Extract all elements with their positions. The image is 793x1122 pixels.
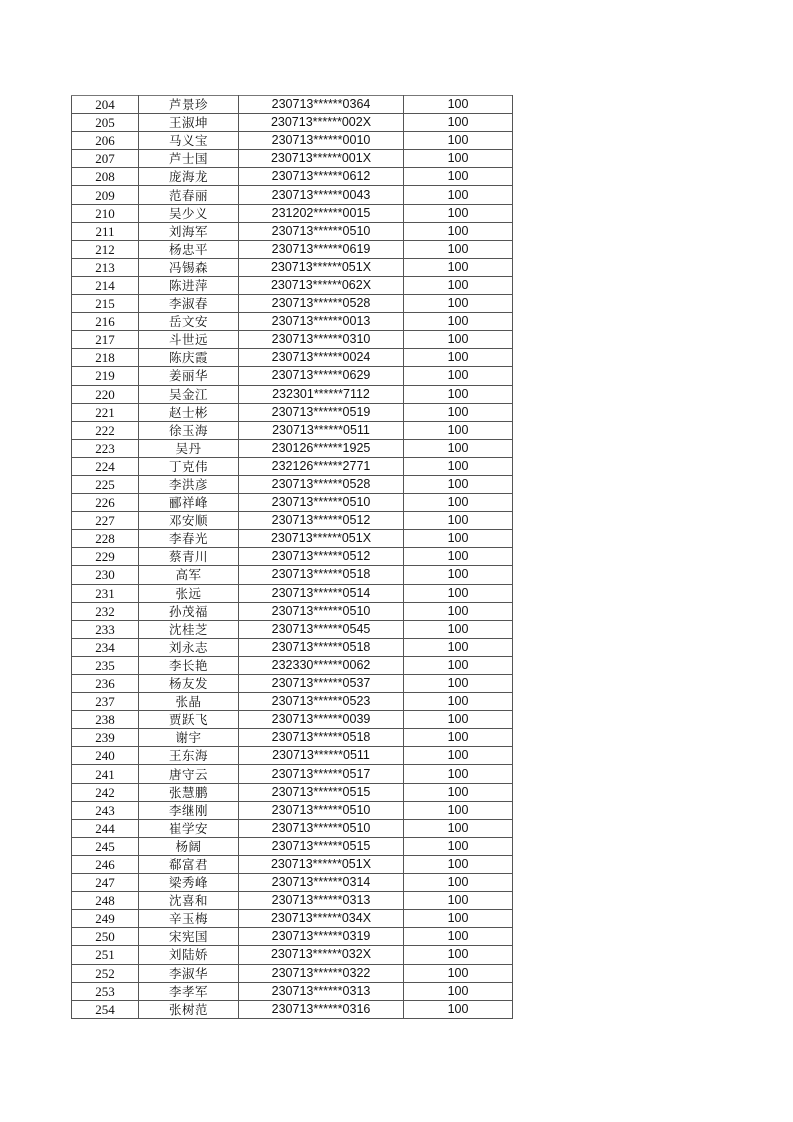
person-name-cell: 马义宝	[139, 132, 239, 150]
person-name-cell: 宋宪国	[139, 928, 239, 946]
score-cell: 100	[404, 512, 513, 530]
person-name-cell: 吴少义	[139, 204, 239, 222]
id-number-cell: 230713******034X	[239, 910, 404, 928]
row-number-cell: 238	[72, 711, 139, 729]
person-name-cell: 吴丹	[139, 439, 239, 457]
id-number-cell: 230713******002X	[239, 114, 404, 132]
person-name-cell: 李继刚	[139, 801, 239, 819]
score-cell: 100	[404, 620, 513, 638]
score-cell: 100	[404, 801, 513, 819]
row-number-cell: 217	[72, 331, 139, 349]
row-number-cell: 222	[72, 421, 139, 439]
person-name-cell: 王淑坤	[139, 114, 239, 132]
score-cell: 100	[404, 675, 513, 693]
table-row	[72, 439, 513, 457]
score-cell: 100	[404, 132, 513, 150]
id-number-cell: 230713******0024	[239, 349, 404, 367]
score-cell: 100	[404, 439, 513, 457]
score-cell: 100	[404, 819, 513, 837]
id-number-cell: 230713******0537	[239, 675, 404, 693]
id-number-cell: 230713******0515	[239, 837, 404, 855]
table-row	[72, 96, 513, 114]
person-name-cell: 郗富君	[139, 855, 239, 873]
person-name-cell: 刘陆娇	[139, 946, 239, 964]
id-number-cell: 230713******001X	[239, 150, 404, 168]
score-cell: 100	[404, 403, 513, 421]
id-number-cell: 230713******0619	[239, 240, 404, 258]
table-row	[72, 475, 513, 493]
score-cell: 100	[404, 186, 513, 204]
table-row	[72, 675, 513, 693]
person-name-cell: 杨友发	[139, 675, 239, 693]
person-name-cell: 高军	[139, 566, 239, 584]
id-number-cell: 230713******0528	[239, 295, 404, 313]
id-number-cell: 230713******0519	[239, 403, 404, 421]
table-row	[72, 313, 513, 331]
person-name-cell: 郦祥峰	[139, 494, 239, 512]
row-number-cell: 218	[72, 349, 139, 367]
score-cell: 100	[404, 747, 513, 765]
score-cell: 100	[404, 638, 513, 656]
score-cell: 100	[404, 1000, 513, 1018]
id-number-cell: 230713******0523	[239, 693, 404, 711]
id-number-cell: 230713******0511	[239, 747, 404, 765]
person-name-cell: 芦士国	[139, 150, 239, 168]
score-cell: 100	[404, 240, 513, 258]
id-number-cell: 230713******0515	[239, 783, 404, 801]
table-row	[72, 747, 513, 765]
table-row	[72, 403, 513, 421]
row-number-cell: 206	[72, 132, 139, 150]
row-number-cell: 225	[72, 475, 139, 493]
row-number-cell: 246	[72, 855, 139, 873]
person-name-cell: 王东海	[139, 747, 239, 765]
table-row	[72, 928, 513, 946]
row-number-cell: 223	[72, 439, 139, 457]
row-number-cell: 214	[72, 276, 139, 294]
table-row	[72, 530, 513, 548]
person-name-cell: 蔡青川	[139, 548, 239, 566]
person-name-cell: 芦景珍	[139, 96, 239, 114]
score-cell: 100	[404, 982, 513, 1000]
person-name-cell: 丁克伟	[139, 457, 239, 475]
person-name-cell: 李淑春	[139, 295, 239, 313]
id-number-cell: 230713******0313	[239, 892, 404, 910]
table-row	[72, 1000, 513, 1018]
score-cell: 100	[404, 910, 513, 928]
person-name-cell: 刘永志	[139, 638, 239, 656]
id-number-cell: 232126******2771	[239, 457, 404, 475]
table-row	[72, 892, 513, 910]
row-number-cell: 216	[72, 313, 139, 331]
row-number-cell: 220	[72, 385, 139, 403]
table-row	[72, 276, 513, 294]
id-number-cell: 230713******0013	[239, 313, 404, 331]
person-name-cell: 李长艳	[139, 656, 239, 674]
row-number-cell: 209	[72, 186, 139, 204]
score-cell: 100	[404, 96, 513, 114]
id-number-cell: 230713******0043	[239, 186, 404, 204]
person-name-cell: 崔学安	[139, 819, 239, 837]
person-name-cell: 李淑华	[139, 964, 239, 982]
score-cell: 100	[404, 150, 513, 168]
id-number-cell: 230713******051X	[239, 530, 404, 548]
table-row	[72, 222, 513, 240]
id-number-cell: 230713******0528	[239, 475, 404, 493]
row-number-cell: 228	[72, 530, 139, 548]
person-name-cell: 刘海军	[139, 222, 239, 240]
table-row	[72, 385, 513, 403]
table-row	[72, 729, 513, 747]
score-cell: 100	[404, 475, 513, 493]
id-number-cell: 230713******0518	[239, 638, 404, 656]
table-row	[72, 204, 513, 222]
id-number-cell: 230713******0517	[239, 765, 404, 783]
person-name-cell: 范春丽	[139, 186, 239, 204]
id-number-cell: 230713******0510	[239, 801, 404, 819]
id-number-cell: 230713******0514	[239, 584, 404, 602]
row-number-cell: 245	[72, 837, 139, 855]
person-name-cell: 斗世远	[139, 331, 239, 349]
row-number-cell: 235	[72, 656, 139, 674]
table-row	[72, 349, 513, 367]
table-row	[72, 168, 513, 186]
row-number-cell: 229	[72, 548, 139, 566]
score-cell: 100	[404, 928, 513, 946]
person-name-cell: 张慧鹏	[139, 783, 239, 801]
score-cell: 100	[404, 367, 513, 385]
row-number-cell: 250	[72, 928, 139, 946]
score-cell: 100	[404, 276, 513, 294]
row-number-cell: 227	[72, 512, 139, 530]
roster-table-body	[72, 96, 513, 1019]
person-name-cell: 辛玉梅	[139, 910, 239, 928]
table-row	[72, 656, 513, 674]
row-number-cell: 244	[72, 819, 139, 837]
table-row	[72, 946, 513, 964]
id-number-cell: 230713******0319	[239, 928, 404, 946]
table-row	[72, 855, 513, 873]
id-number-cell: 232330******0062	[239, 656, 404, 674]
person-name-cell: 唐守云	[139, 765, 239, 783]
row-number-cell: 213	[72, 258, 139, 276]
row-number-cell: 249	[72, 910, 139, 928]
person-name-cell: 沈喜和	[139, 892, 239, 910]
table-row	[72, 584, 513, 602]
score-cell: 100	[404, 313, 513, 331]
row-number-cell: 210	[72, 204, 139, 222]
row-number-cell: 237	[72, 693, 139, 711]
table-row	[72, 548, 513, 566]
table-row	[72, 910, 513, 928]
score-cell: 100	[404, 602, 513, 620]
table-row	[72, 295, 513, 313]
row-number-cell: 243	[72, 801, 139, 819]
row-number-cell: 226	[72, 494, 139, 512]
id-number-cell: 230713******0510	[239, 602, 404, 620]
id-number-cell: 230713******0629	[239, 367, 404, 385]
table-row	[72, 367, 513, 385]
row-number-cell: 224	[72, 457, 139, 475]
row-number-cell: 219	[72, 367, 139, 385]
person-name-cell: 吴金江	[139, 385, 239, 403]
id-number-cell: 230126******1925	[239, 439, 404, 457]
id-number-cell: 230713******051X	[239, 258, 404, 276]
row-number-cell: 207	[72, 150, 139, 168]
score-cell: 100	[404, 530, 513, 548]
score-cell: 100	[404, 385, 513, 403]
table-row	[72, 964, 513, 982]
id-number-cell: 230713******0322	[239, 964, 404, 982]
person-name-cell: 冯锡森	[139, 258, 239, 276]
score-cell: 100	[404, 168, 513, 186]
row-number-cell: 221	[72, 403, 139, 421]
id-number-cell: 230713******0612	[239, 168, 404, 186]
row-number-cell: 205	[72, 114, 139, 132]
person-name-cell: 张远	[139, 584, 239, 602]
table-row	[72, 258, 513, 276]
score-cell: 100	[404, 783, 513, 801]
score-cell: 100	[404, 946, 513, 964]
row-number-cell: 239	[72, 729, 139, 747]
table-row	[72, 457, 513, 475]
id-number-cell: 230713******0314	[239, 874, 404, 892]
score-cell: 100	[404, 222, 513, 240]
row-number-cell: 247	[72, 874, 139, 892]
score-cell: 100	[404, 855, 513, 873]
person-name-cell: 庞海龙	[139, 168, 239, 186]
score-cell: 100	[404, 258, 513, 276]
score-cell: 100	[404, 892, 513, 910]
score-cell: 100	[404, 656, 513, 674]
row-number-cell: 230	[72, 566, 139, 584]
table-row	[72, 331, 513, 349]
person-name-cell: 徐玉海	[139, 421, 239, 439]
table-row	[72, 150, 513, 168]
row-number-cell: 241	[72, 765, 139, 783]
score-cell: 100	[404, 693, 513, 711]
table-row	[72, 132, 513, 150]
id-number-cell: 230713******0316	[239, 1000, 404, 1018]
table-row	[72, 620, 513, 638]
table-row	[72, 186, 513, 204]
row-number-cell: 212	[72, 240, 139, 258]
table-row	[72, 874, 513, 892]
id-number-cell: 231202******0015	[239, 204, 404, 222]
id-number-cell: 230713******032X	[239, 946, 404, 964]
table-row	[72, 801, 513, 819]
table-row	[72, 494, 513, 512]
person-name-cell: 陈庆霞	[139, 349, 239, 367]
table-row	[72, 711, 513, 729]
id-number-cell: 230713******0313	[239, 982, 404, 1000]
id-number-cell: 230713******0512	[239, 512, 404, 530]
score-cell: 100	[404, 114, 513, 132]
row-number-cell: 233	[72, 620, 139, 638]
row-number-cell: 231	[72, 584, 139, 602]
person-name-cell: 李春光	[139, 530, 239, 548]
id-number-cell: 230713******0545	[239, 620, 404, 638]
table-row	[72, 240, 513, 258]
score-cell: 100	[404, 584, 513, 602]
row-number-cell: 242	[72, 783, 139, 801]
table-row	[72, 982, 513, 1000]
row-number-cell: 248	[72, 892, 139, 910]
id-number-cell: 230713******0518	[239, 729, 404, 747]
score-cell: 100	[404, 421, 513, 439]
score-cell: 100	[404, 711, 513, 729]
table-row	[72, 602, 513, 620]
person-name-cell: 杨阔	[139, 837, 239, 855]
id-number-cell: 230713******0039	[239, 711, 404, 729]
table-row	[72, 765, 513, 783]
score-cell: 100	[404, 837, 513, 855]
person-name-cell: 岳文安	[139, 313, 239, 331]
id-number-cell: 230713******062X	[239, 276, 404, 294]
id-number-cell: 232301******7112	[239, 385, 404, 403]
table-row	[72, 638, 513, 656]
row-number-cell: 254	[72, 1000, 139, 1018]
row-number-cell: 211	[72, 222, 139, 240]
score-cell: 100	[404, 765, 513, 783]
score-cell: 100	[404, 874, 513, 892]
person-name-cell: 陈进萍	[139, 276, 239, 294]
id-number-cell: 230713******0310	[239, 331, 404, 349]
roster-table	[71, 95, 513, 1019]
score-cell: 100	[404, 964, 513, 982]
table-row	[72, 512, 513, 530]
score-cell: 100	[404, 349, 513, 367]
person-name-cell: 邓安顺	[139, 512, 239, 530]
row-number-cell: 234	[72, 638, 139, 656]
person-name-cell: 张树范	[139, 1000, 239, 1018]
table-row	[72, 819, 513, 837]
table-row	[72, 421, 513, 439]
id-number-cell: 230713******0512	[239, 548, 404, 566]
person-name-cell: 李洪彦	[139, 475, 239, 493]
score-cell: 100	[404, 729, 513, 747]
id-number-cell: 230713******0510	[239, 819, 404, 837]
row-number-cell: 251	[72, 946, 139, 964]
score-cell: 100	[404, 566, 513, 584]
person-name-cell: 沈桂芝	[139, 620, 239, 638]
person-name-cell: 杨忠平	[139, 240, 239, 258]
row-number-cell: 236	[72, 675, 139, 693]
score-cell: 100	[404, 548, 513, 566]
id-number-cell: 230713******0010	[239, 132, 404, 150]
id-number-cell: 230713******051X	[239, 855, 404, 873]
row-number-cell: 204	[72, 96, 139, 114]
person-name-cell: 姜丽华	[139, 367, 239, 385]
score-cell: 100	[404, 295, 513, 313]
score-cell: 100	[404, 494, 513, 512]
table-row	[72, 837, 513, 855]
table-row	[72, 114, 513, 132]
row-number-cell: 232	[72, 602, 139, 620]
person-name-cell: 赵士彬	[139, 403, 239, 421]
person-name-cell: 孙茂福	[139, 602, 239, 620]
row-number-cell: 215	[72, 295, 139, 313]
table-row	[72, 693, 513, 711]
id-number-cell: 230713******0511	[239, 421, 404, 439]
table-row	[72, 566, 513, 584]
person-name-cell: 梁秀峰	[139, 874, 239, 892]
person-name-cell: 李孝军	[139, 982, 239, 1000]
person-name-cell: 贾跃飞	[139, 711, 239, 729]
score-cell: 100	[404, 331, 513, 349]
person-name-cell: 谢宇	[139, 729, 239, 747]
id-number-cell: 230713******0364	[239, 96, 404, 114]
id-number-cell: 230713******0510	[239, 494, 404, 512]
id-number-cell: 230713******0518	[239, 566, 404, 584]
score-cell: 100	[404, 457, 513, 475]
row-number-cell: 208	[72, 168, 139, 186]
table-row	[72, 783, 513, 801]
person-name-cell: 张晶	[139, 693, 239, 711]
row-number-cell: 240	[72, 747, 139, 765]
score-cell: 100	[404, 204, 513, 222]
id-number-cell: 230713******0510	[239, 222, 404, 240]
row-number-cell: 253	[72, 982, 139, 1000]
row-number-cell: 252	[72, 964, 139, 982]
